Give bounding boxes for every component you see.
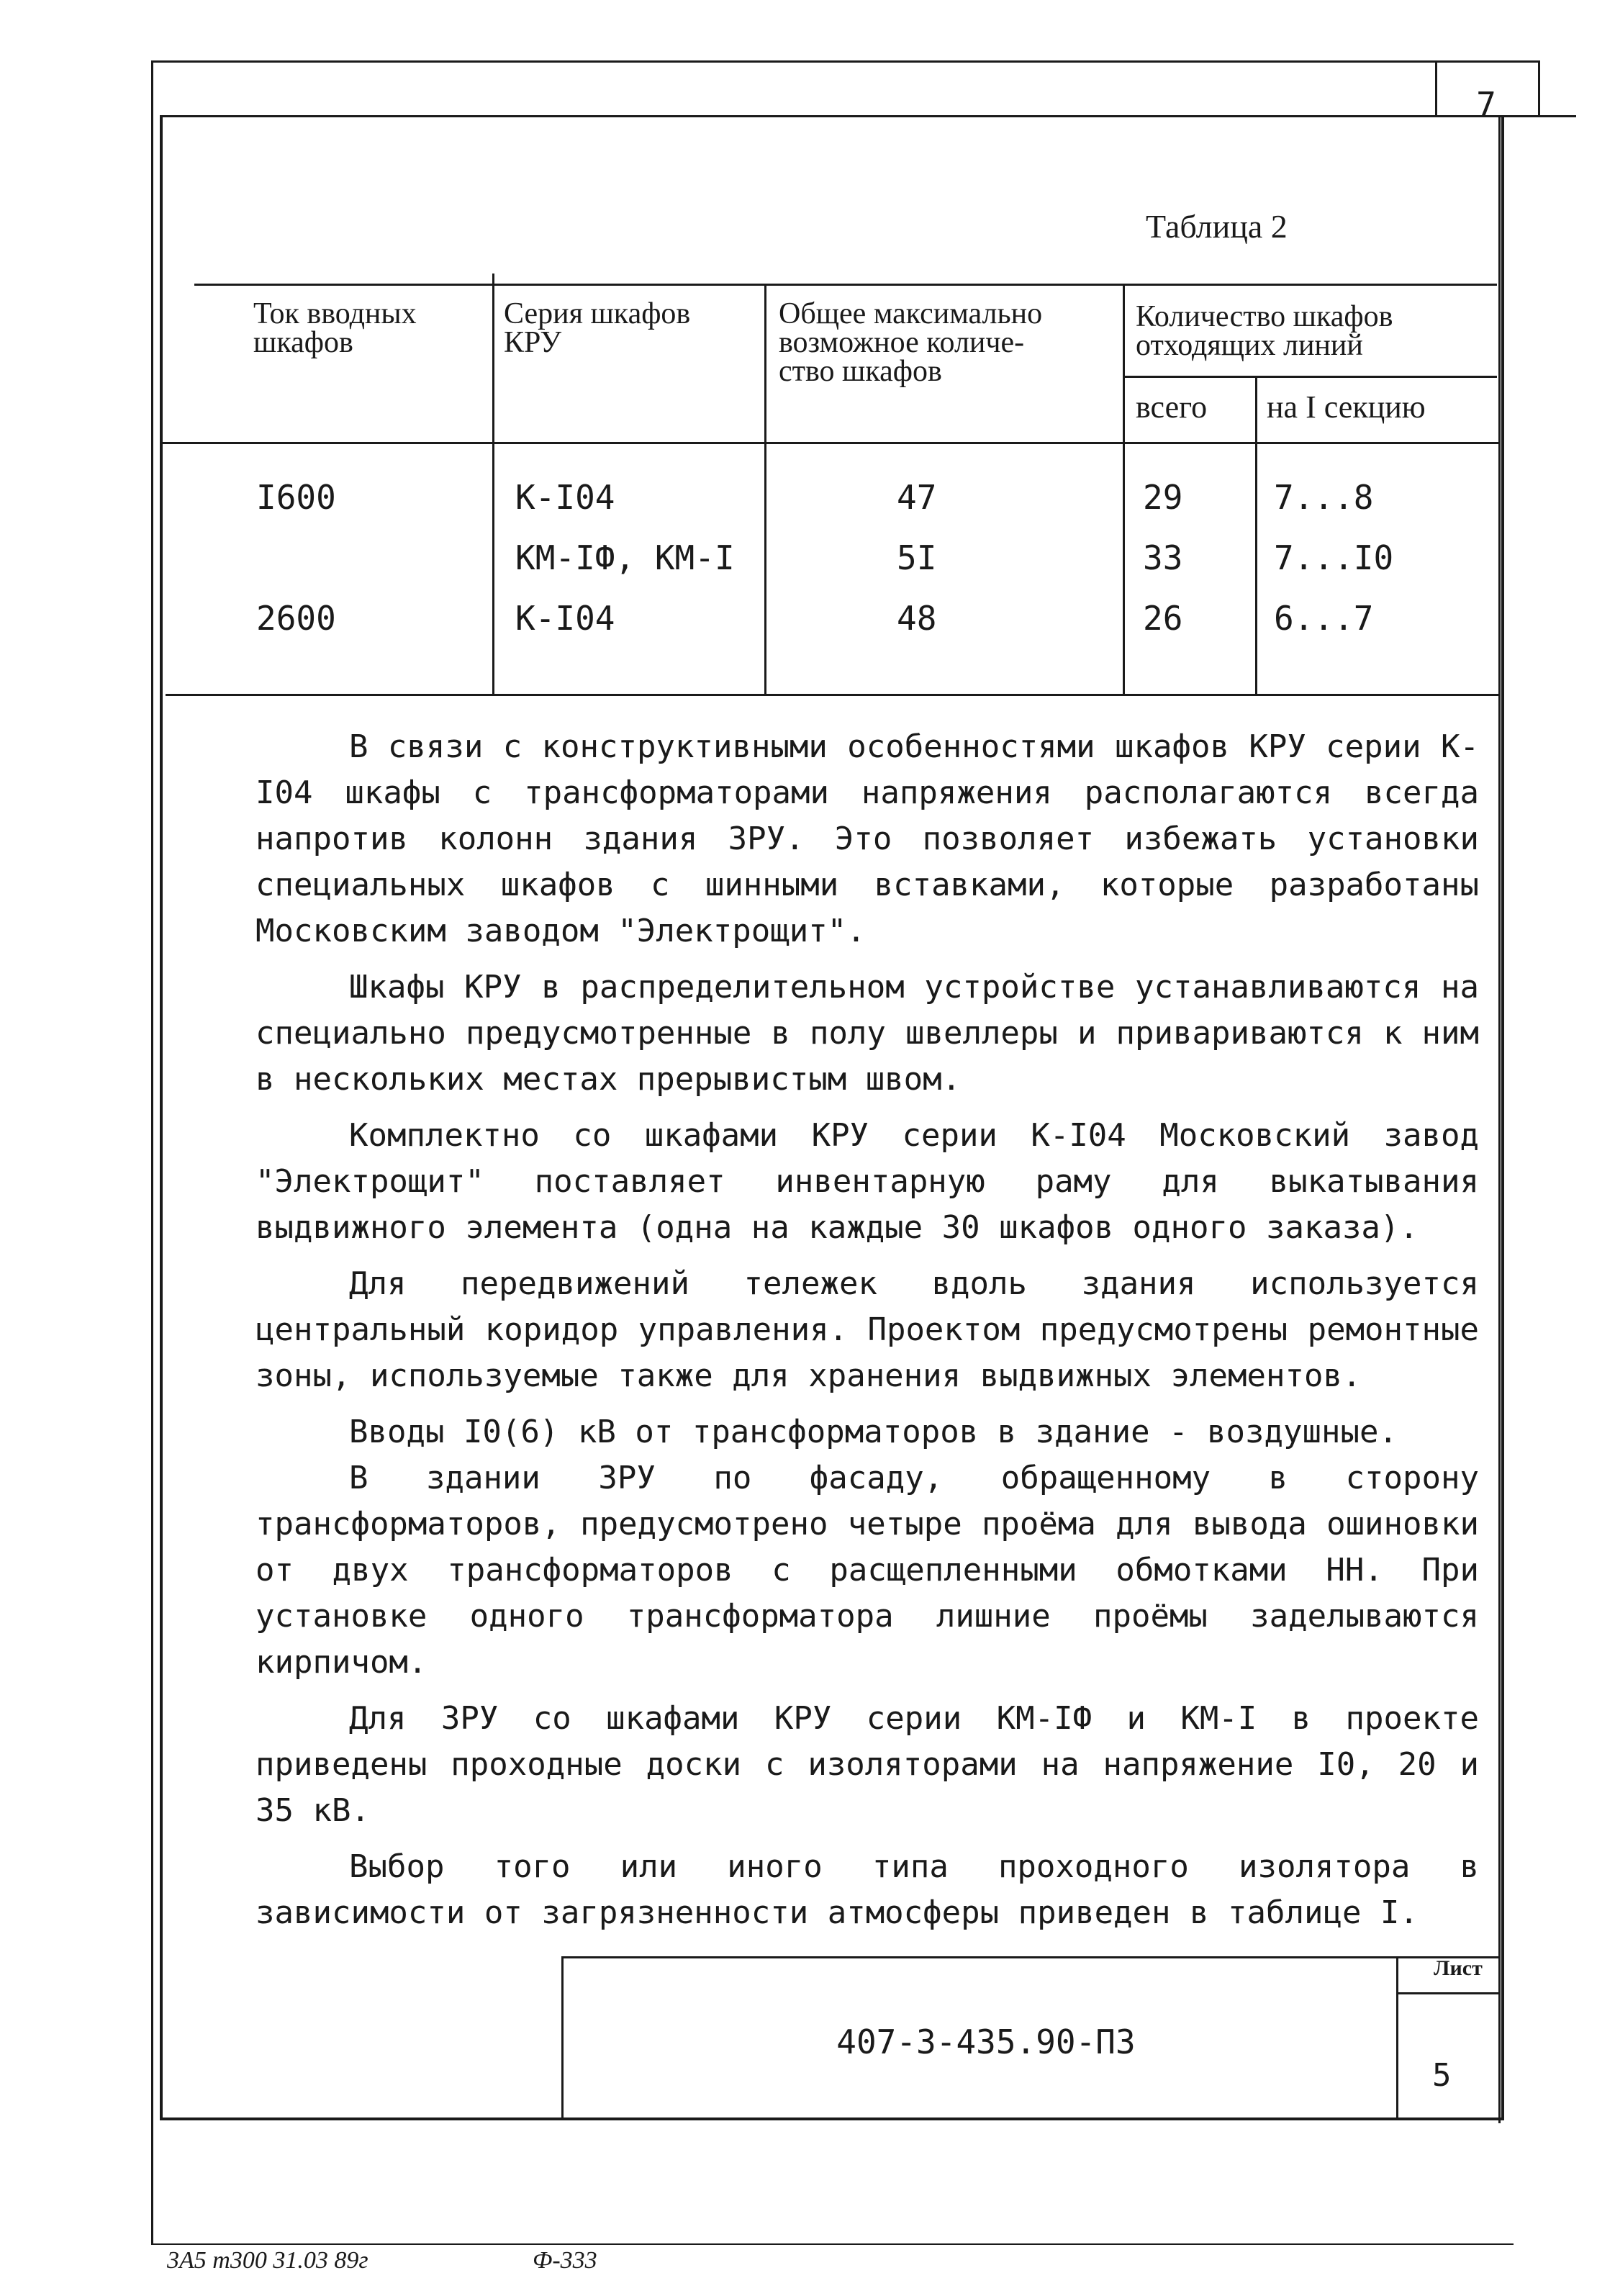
paragraph: Выбор того или иного типа проходного изолятора в зависимости от загрязненности атмосферы приведен в таблице I. (255, 1848, 1479, 1931)
sheet-number: 5 (1432, 2057, 1452, 2094)
cell-series: К-I04 (515, 478, 615, 517)
paragraph: Шкафы КРУ в распределительном устройстве устанавливаются на специально предусмотренные в полу швеллеры и привариваются к ним в нескольких местах прерывистым швом. (255, 969, 1479, 1098)
table-col-line-1 (492, 274, 494, 694)
table-top-line (194, 284, 1497, 286)
header-total-line-3: ство шкафов (779, 355, 942, 388)
paragraph: Комплектно со шкафами КРУ серии К-I04 Московский завод "Электрощит" поставляет инвентарную раму для выкатывания выдвижного элемента (одна на каждые 30 шкафов одного заказа). (255, 1117, 1479, 1246)
header-series-line-1: Серия шкафов (504, 297, 691, 330)
header-outgoing-all: всего (1136, 389, 1208, 425)
page-number: 7 (1476, 85, 1496, 124)
header-outgoing-line-1: Количество шкафов (1136, 300, 1393, 333)
title-block-sheet-line (1396, 1956, 1398, 2118)
table-bottom-line (166, 694, 1498, 696)
cell-total: 47 (897, 478, 937, 517)
frame-right-line (1498, 115, 1501, 2123)
header-current-line-1: Ток вводных (253, 297, 417, 330)
cell-section: 7...I0 (1274, 538, 1394, 577)
cell-total: 5I (897, 538, 937, 577)
header-series (504, 299, 690, 357)
header-current-line-2: шкафов (253, 326, 353, 359)
header-outgoing-section: на I секцию (1267, 389, 1426, 425)
header-total-line-2: возможное количе- (779, 326, 1025, 359)
header-total-line-1: Общее максимально (779, 297, 1043, 330)
title-block-sheet-divider (1396, 1992, 1498, 1994)
table-col-line-3 (1123, 284, 1125, 694)
cell-total: 48 (897, 599, 937, 638)
cell-series: КМ-IФ, КМ-I (515, 538, 735, 577)
header-outgoing-line-2: отходящих линий (1136, 329, 1363, 362)
table-col-line-2 (764, 284, 766, 694)
cell-section: 6...7 (1274, 599, 1374, 638)
cell-current: 2600 (256, 599, 336, 638)
paragraph: Для передвижений тележек вдоль здания используется центральный коридор управления. Проектом предусмотрены ремонтные зоны, используемые также для хранения выдвижных элементов. (255, 1265, 1479, 1394)
table-caption: Таблица 2 (1146, 208, 1288, 245)
cell-section: 7...8 (1274, 478, 1374, 517)
paragraph: Вводы I0(6) кВ от трансформаторов в здание - воздушные. (349, 1414, 1398, 1450)
footer-note-right: Ф-333 (533, 2247, 597, 2274)
header-current (253, 299, 417, 357)
cell-all: 29 (1143, 478, 1183, 517)
header-series-line-2: КРУ (504, 326, 562, 359)
title-block-left-line (561, 1956, 564, 2118)
cell-current: I600 (256, 478, 336, 517)
table-header-line (160, 442, 1498, 444)
paragraph: Для ЗРУ со шкафами КРУ серии КМ-IФ и КМ-I в проекте приведены проходные доски с изоляторами на напряжение I0, 20 и 35 кВ. (255, 1700, 1479, 1829)
header-outgoing (1136, 302, 1393, 360)
sheet-label: Лист (1434, 1956, 1483, 1980)
footer-note-left: 3А5 т300 31.03 89г (167, 2247, 368, 2274)
title-block-top-line (561, 1956, 1498, 1958)
cell-series: К-I04 (515, 599, 615, 638)
paragraph: В здании ЗРУ по фасаду, обращенному в сторону трансформаторов, предусмотрено четыре проёма для вывода ошиновки от двух трансформаторов с расщепленными обмотками НН. При установке одного трансформатора лишние проёмы заделываются кирпичом. (255, 1460, 1479, 1681)
header-total (779, 299, 1042, 386)
paragraph: В связи с конструктивными особенностями шкафов КРУ серии К-I04 шкафы с трансформаторами напряжения располагаются всегда напротив колонн здания ЗРУ. Это позволяет избежать установки специальных шкафов с шинными вставками, которые разработаны Московским заводом "Электрощит". (255, 728, 1479, 949)
body-text (255, 724, 1479, 1946)
cell-all: 33 (1143, 538, 1183, 577)
cell-all: 26 (1143, 599, 1183, 638)
document-code: 407-3-435.90-ПЗ (836, 2022, 1136, 2061)
table-subheader-line (1123, 376, 1497, 378)
table-col-line-4 (1255, 376, 1257, 694)
frame-top-line (160, 115, 1576, 117)
